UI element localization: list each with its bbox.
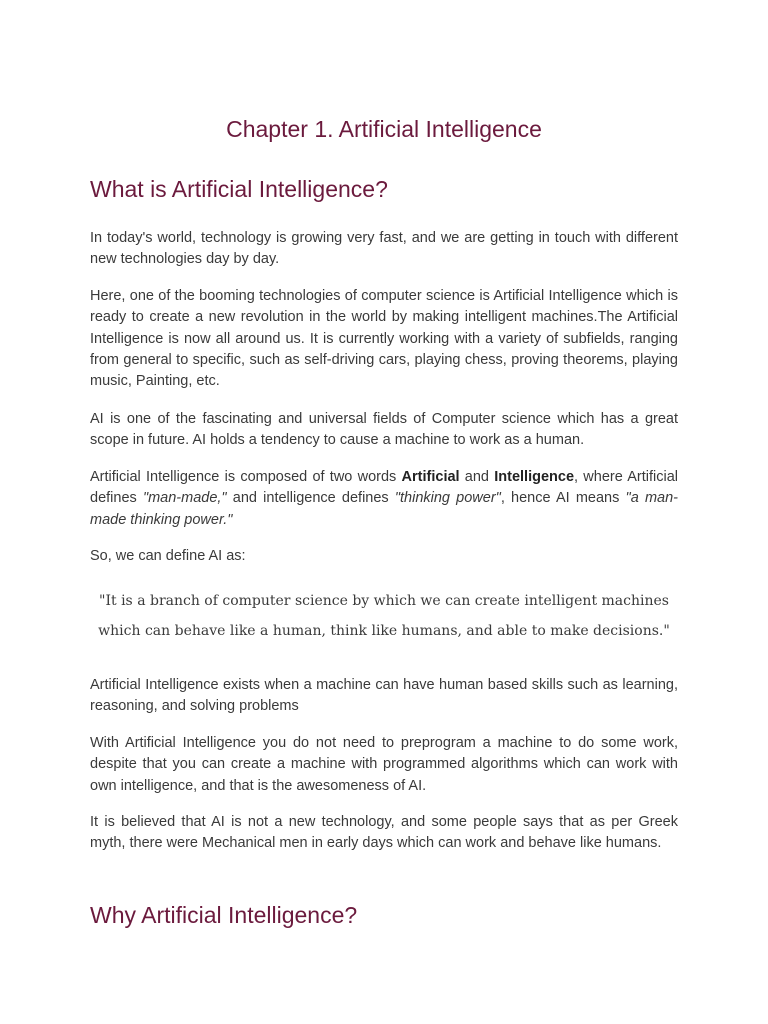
quote-line-1: "It is a branch of computer science by which we can create intelligent machines [99, 593, 669, 609]
paragraph-intro: In today's world, technology is growing very fast, and we are getting in touch with different new technologies day by day. [90, 230, 678, 268]
definition-bold-intelligence: Intelligence [494, 469, 575, 485]
paragraph-booming-technologies: Here, one of the booming technologies of computer science is Artificial Intelligence which is ready to create a new revolution in the world by making intelligent machines.The Artificial Intelligence is now all around us. It is currently working with a variety of subfields, ranging from general to specific, such as self-driving cars, playing chess, proving theorems, playing music, Painting, etc. [90, 288, 678, 390]
definition-quote [90, 586, 678, 646]
section-heading-why-ai: Why Artificial Intelligence? [90, 902, 358, 928]
paragraph-human-skills: Artificial Intelligence exists when a machine can have human based skills such as learning, reasoning, and solving problems [90, 677, 678, 715]
definition-text-1: Artificial Intelligence is composed of two words [90, 469, 402, 485]
definition-bold-artificial: Artificial [401, 469, 460, 485]
paragraph-define-ai-as: So, we can define AI as: [90, 548, 246, 564]
chapter-title: Chapter 1. Artificial Intelligence [226, 116, 542, 142]
paragraph-fascinating-field: AI is one of the fascinating and universal fields of Computer science which has a great scope in future. AI holds a tendency to cause a machine to work as a human. [90, 411, 678, 449]
paragraph-definition-words [90, 467, 678, 531]
section-heading-what-is-ai: What is Artificial Intelligence? [90, 176, 388, 202]
quote-line-2: which can behave like a human, think like humans, and able to make decisions." [98, 623, 670, 639]
definition-italic-man-made-thinking-power: "a man-made thinking power." [90, 490, 678, 528]
definition-italic-thinking-power: "thinking power" [394, 490, 501, 507]
definition-italic-man-made: "man-made," [142, 490, 227, 507]
definition-text-3: , where Artificial defines [90, 469, 678, 507]
definition-text-5: , hence AI means [500, 490, 626, 507]
paragraph-no-preprogram: With Artificial Intelligence you do not need to preprogram a machine to do some work, despite that you can create a machine with programmed algorithms which can work with own intelligence, and that is the awesomeness of AI. [90, 735, 678, 794]
paragraph-greek-myth: It is believed that AI is not a new technology, and some people says that as per Greek myth, there were Mechanical men in early days which can work and behave like humans. [90, 814, 678, 852]
definition-text-2: and [459, 469, 495, 485]
definition-text-4: and intelligence defines [226, 490, 395, 507]
